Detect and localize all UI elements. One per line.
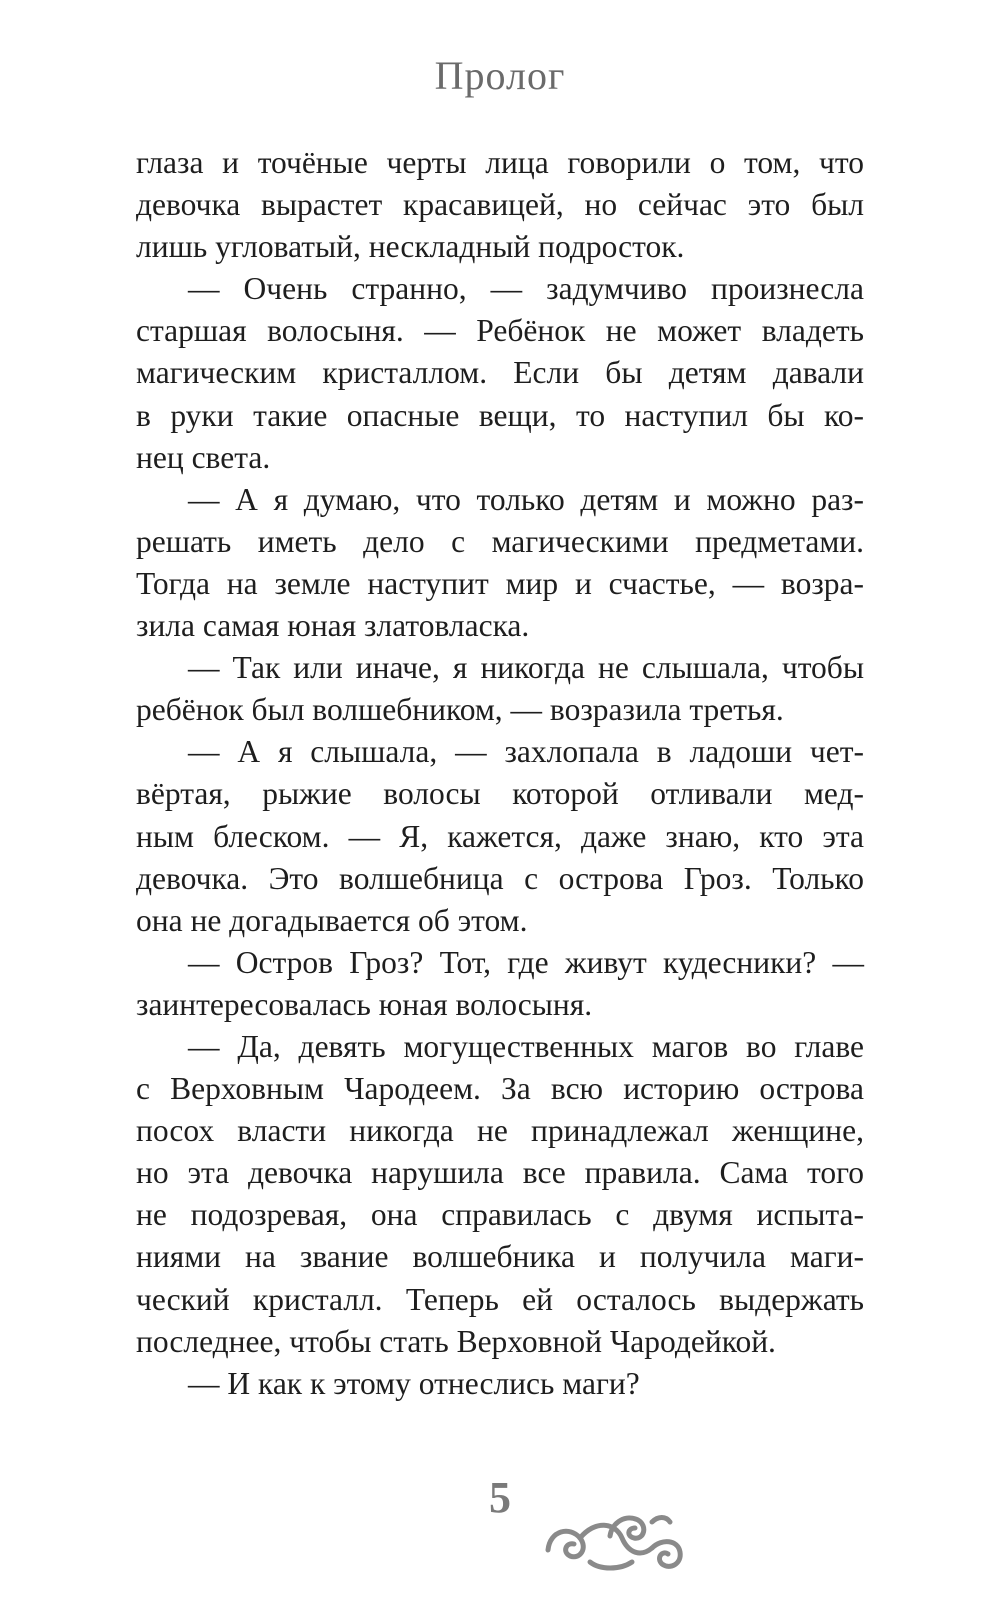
text-line: с Верховным Чародеем. За всю историю острова [136, 1071, 864, 1107]
text-line: — А я слышала, — захлопала в ладоши чет- [188, 734, 864, 770]
text-line: но эта девочка нарушила все правила. Сама того [136, 1155, 864, 1191]
text-line: зила самая юная златовласка. [136, 608, 530, 644]
text-line: магическим кристаллом. Если бы детям давали [136, 355, 864, 391]
text-line: она не догадывается об этом. [136, 902, 528, 938]
text-line: — Да, девять могущественных магов во главе [188, 1028, 864, 1064]
text-line: — А я думаю, что только детям и можно раз- [188, 481, 864, 517]
text-line: в руки такие опасные вещи, то наступил бы ко- [136, 397, 864, 433]
text-line: — Остров Гроз? Тот, где живут кудесники? — [188, 944, 864, 980]
text-line: ребёнок был волшебником, — возразила третья. [136, 692, 784, 728]
text-line: заинтересовалась юная волосыня. [136, 986, 593, 1022]
text-line: вёртая, рыжие волосы которой отливали мед- [136, 776, 864, 812]
text-line: ным блеском. — Я, кажется, даже знаю, кто эта [136, 818, 864, 854]
text-line: не подозревая, она справилась с двумя испыта- [136, 1197, 864, 1233]
flourish-ornament-icon [540, 1500, 690, 1580]
text-line: ческий кристалл. Теперь ей осталось выдержать [136, 1281, 864, 1317]
text-line: ниями на звание волшебника и получила маги- [136, 1239, 864, 1275]
text-line: последнее, чтобы стать Верховной Чародейкой. [136, 1323, 776, 1359]
text-line: старшая волосыня. — Ребёнок не может владеть [136, 313, 864, 349]
text-line: — Очень странно, — задумчиво произнесла [188, 271, 864, 307]
text-line: девочка вырастет красавицей, но сейчас это был [136, 187, 864, 223]
text-line: девочка. Это волшебница с острова Гроз. Только [136, 860, 864, 896]
text-line: решать иметь дело с магическими предметами. [136, 523, 864, 559]
body-text [136, 142, 864, 1405]
text-line: нец света. [136, 439, 271, 475]
text-line: — Так или иначе, я никогда не слышала, чтобы [188, 650, 864, 686]
text-line: — И как к этому отнеслись маги? [188, 1365, 640, 1401]
chapter-title: Пролог [434, 53, 566, 98]
text-line: лишь угловатый, нескладный подросток. [136, 229, 685, 265]
page-number: 5 [489, 1473, 511, 1522]
text-line: Тогда на земле наступит мир и счастье, — возра- [136, 565, 864, 601]
text-line: глаза и точёные черты лица говорили о том, что [136, 145, 864, 180]
text-line: посох власти никогда не принадлежал женщине, [136, 1113, 864, 1149]
